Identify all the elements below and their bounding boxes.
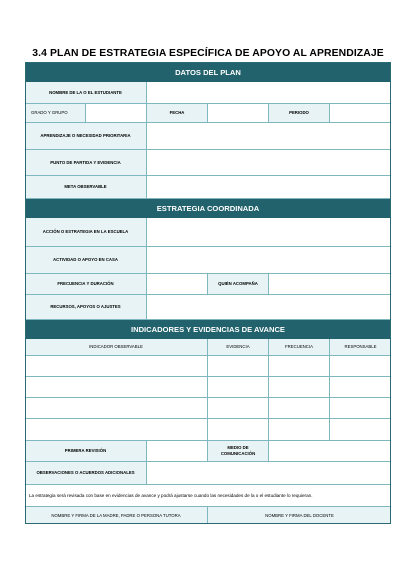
- school-action-label: ACCIÓN O ESTRATEGIA EN LA ESCUELA: [25, 218, 147, 247]
- date-label: FECHA: [147, 104, 208, 123]
- section-plan-title: DATOS DEL PLAN: [175, 67, 241, 77]
- teacher-signature-line[interactable]: NOMBRE Y FIRMA DEL DOCENTE: [208, 507, 391, 524]
- review-note: La estrategia será revisada con base en evidencias de avance y podrá ajustarse cuando las necesidades de la o el estudiante lo requieran.: [25, 485, 391, 507]
- companion-label: QUIÉN ACOMPAÑA: [208, 274, 269, 295]
- column-header-frequency: FRECUENCIA: [269, 339, 330, 356]
- form-border: [25, 62, 391, 524]
- column-header-evidence: EVIDENCIA: [208, 339, 269, 356]
- student-name-label: NOMBRE DE LA O EL ESTUDIANTE: [25, 82, 147, 104]
- observable-goal-label: META OBSERVABLE: [25, 176, 147, 199]
- section-indicators-title: INDICADORES Y EVIDENCIAS DE AVANCE: [130, 325, 285, 334]
- frequency-duration-label: FRECUENCIA Y DURACIÓN: [25, 274, 147, 295]
- starting-point-label: PUNTO DE PARTIDA Y EVIDENCIA: [25, 150, 147, 176]
- period-label: PERIODO: [269, 104, 330, 123]
- parent-signature-line[interactable]: NOMBRE Y FIRMA DE LA MADRE, PADRE O PERSONA TUTORA: [25, 507, 208, 524]
- resources-label: RECURSOS, APOYOS O AJUSTES: [25, 295, 147, 320]
- column-header-responsible: RESPONSABLE: [330, 339, 391, 356]
- channel-label: MEDIO DE COMUNICACIÓN: [208, 441, 269, 462]
- first-review-label: PRIMERA REVISIÓN: [25, 441, 147, 462]
- grade-group-label: GRADO Y GRUPO: [25, 104, 86, 123]
- home-activity-label: ACTIVIDAD O APOYO EN CASA: [25, 247, 147, 274]
- observations-label: OBSERVACIONES O ACUERDOS ADICIONALES: [25, 462, 147, 485]
- learning-need-label: APRENDIZAJE O NECESIDAD PRIORITARIA: [25, 123, 147, 150]
- column-header-indicator: INDICADOR OBSERVABLE: [25, 339, 208, 356]
- section-strategy-title: ESTRATEGIA COORDINADA: [156, 204, 260, 213]
- page-title: 3.4 PLAN DE ESTRATEGIA ESPECÍFICA DE APOYO AL APRENDIZAJE: [32, 48, 384, 59]
